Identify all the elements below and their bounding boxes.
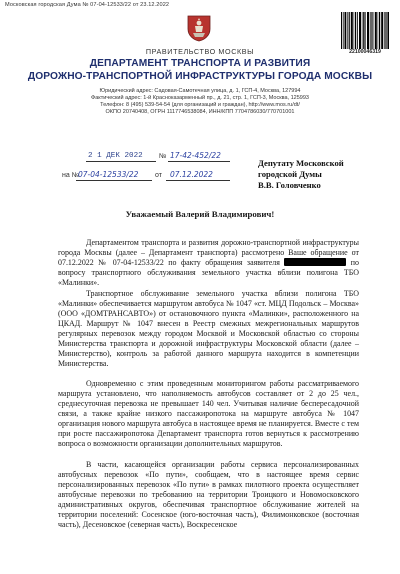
addressee-line: городской Думы bbox=[258, 169, 322, 179]
incoming-number-underline bbox=[76, 172, 152, 181]
incoming-date: 07.12.2022 bbox=[170, 170, 213, 179]
number-label: № bbox=[159, 153, 167, 160]
moscow-coat-of-arms-icon bbox=[186, 14, 212, 42]
addressee-line: В.В. Головченко bbox=[258, 180, 321, 190]
from-label: от bbox=[155, 172, 162, 179]
paragraph-3: Одновременно с этим проведенным мониторингом работы рассматриваемого маршрута установлено, что наполняемость автобусов составляет от 2 до 25 чел., среднесуточная перевозка не превышает 140 чел. Учитывая наличие беспересадочной связи, а также крайне низкого пассажиропотока на маршруте автобуса № 1047 организация нового маршрута автобуса в настоящее время не планируется. Вместе с тем при росте пассажиропотока Департамент транспорта готов вернуться к рассмотрению вопроса о возможности организации дополнительных маршрутов. bbox=[58, 379, 359, 449]
addressee-block bbox=[258, 158, 344, 191]
redacted-name bbox=[284, 258, 346, 266]
incoming-date-underline bbox=[166, 172, 230, 181]
department-title-line2: ДОРОЖНО-ТРАНСПОРТНОЙ ИНФРАСТРУКТУРЫ ГОРОДА МОСКВЫ bbox=[27, 71, 373, 82]
paragraph-4: В части, касающейся организации работы сервиса персонализированных автобусных перевозок «По пути», сообщаем, что в настоящее время сервис персонализированных перевозок «По пути» в рамках пилотного проекта осуществляет автобусные перевозки по требованию на территории Троицкого и Новомосковского административных округов, обеспечивая транспортное обслуживание жителей на территории поселений: Сосенское (юго-восточная часть), Филимонковское (восточная часть), Десеновское (северная часть), Воскресенское bbox=[58, 460, 359, 530]
salutation: Уважаемый Валерий Владимирович! bbox=[125, 209, 275, 219]
date-underline bbox=[86, 153, 156, 162]
barcode-number: 22100046319 bbox=[349, 49, 381, 55]
address-line: ОКПО 20740408, ОГРН 1117746538084, ИНН/КПП 7704786030/770701001 bbox=[105, 109, 295, 115]
incoming-number: 07-04-12533/22 bbox=[78, 170, 139, 179]
outgoing-date-stamp: 2 1 ДЕК 2022 bbox=[88, 152, 143, 160]
in-reply-label: на № bbox=[62, 172, 80, 179]
address-line: Фактический адрес: 1-й Красноказарменный пр., д. 21, стр. 1, ГСП-3, Москва, 125993 bbox=[91, 95, 309, 101]
paragraph-1-text-cont: по вопросу транспортного обслуживания земельного участка вблизи полигона ТБО «Малинки». bbox=[58, 258, 360, 288]
government-title: ПРАВИТЕЛЬСТВО МОСКВЫ bbox=[145, 47, 255, 56]
header-reference: Московская городская Дума № 07-04-12533/22 от 23.12.2022 bbox=[5, 2, 170, 8]
barcode-icon bbox=[340, 12, 390, 49]
number-underline bbox=[168, 153, 230, 162]
paragraph-2: Транспортное обслуживание земельного участка вблизи полигона ТБО «Малинки» обеспечивается маршрутом автобуса № 1047 «ст. МЦД Подольск – Москва» (ООО «ДОМТРАНСАВТО») от остановочного пункта «Малинки», расположенного на ЦКАД. Маршрут № 1047 внесен в Реестр смежных межрегиональных маршрутов регулярных перевозок между городом Москвой и Московской областью со стороны Министерства транспорта и дорожной инфраструктуры Московской области (далее – Министерство), контроль за работой данного маршрута находится в компетенции Министерства. bbox=[58, 289, 359, 369]
department-title-line1: ДЕПАРТАМЕНТ ТРАНСПОРТА И РАЗВИТИЯ bbox=[89, 58, 311, 69]
address-line: Юридический адрес: Садовая-Самотечная улица, д. 1, ГСП-4, Москва, 127994 bbox=[99, 88, 301, 94]
outgoing-number: 17-42-452/22 bbox=[170, 151, 221, 160]
paragraph-1 bbox=[58, 238, 359, 288]
paragraph-1-text: Департаментом транспорта и развития дорожно-транспортной инфраструктуры города Москвы (далее – Департамент транспорта) рассмотрено Ваше обращение от 07.12.2022 № 07-04-12533/22 по факту обращения заявителя bbox=[58, 238, 359, 268]
addressee-line: Депутату Московской bbox=[258, 158, 344, 168]
address-line: Телефон: 8 (495) 539-54-54 (для организаций и граждан), http://www.mos.ru/dt/ bbox=[100, 102, 300, 108]
